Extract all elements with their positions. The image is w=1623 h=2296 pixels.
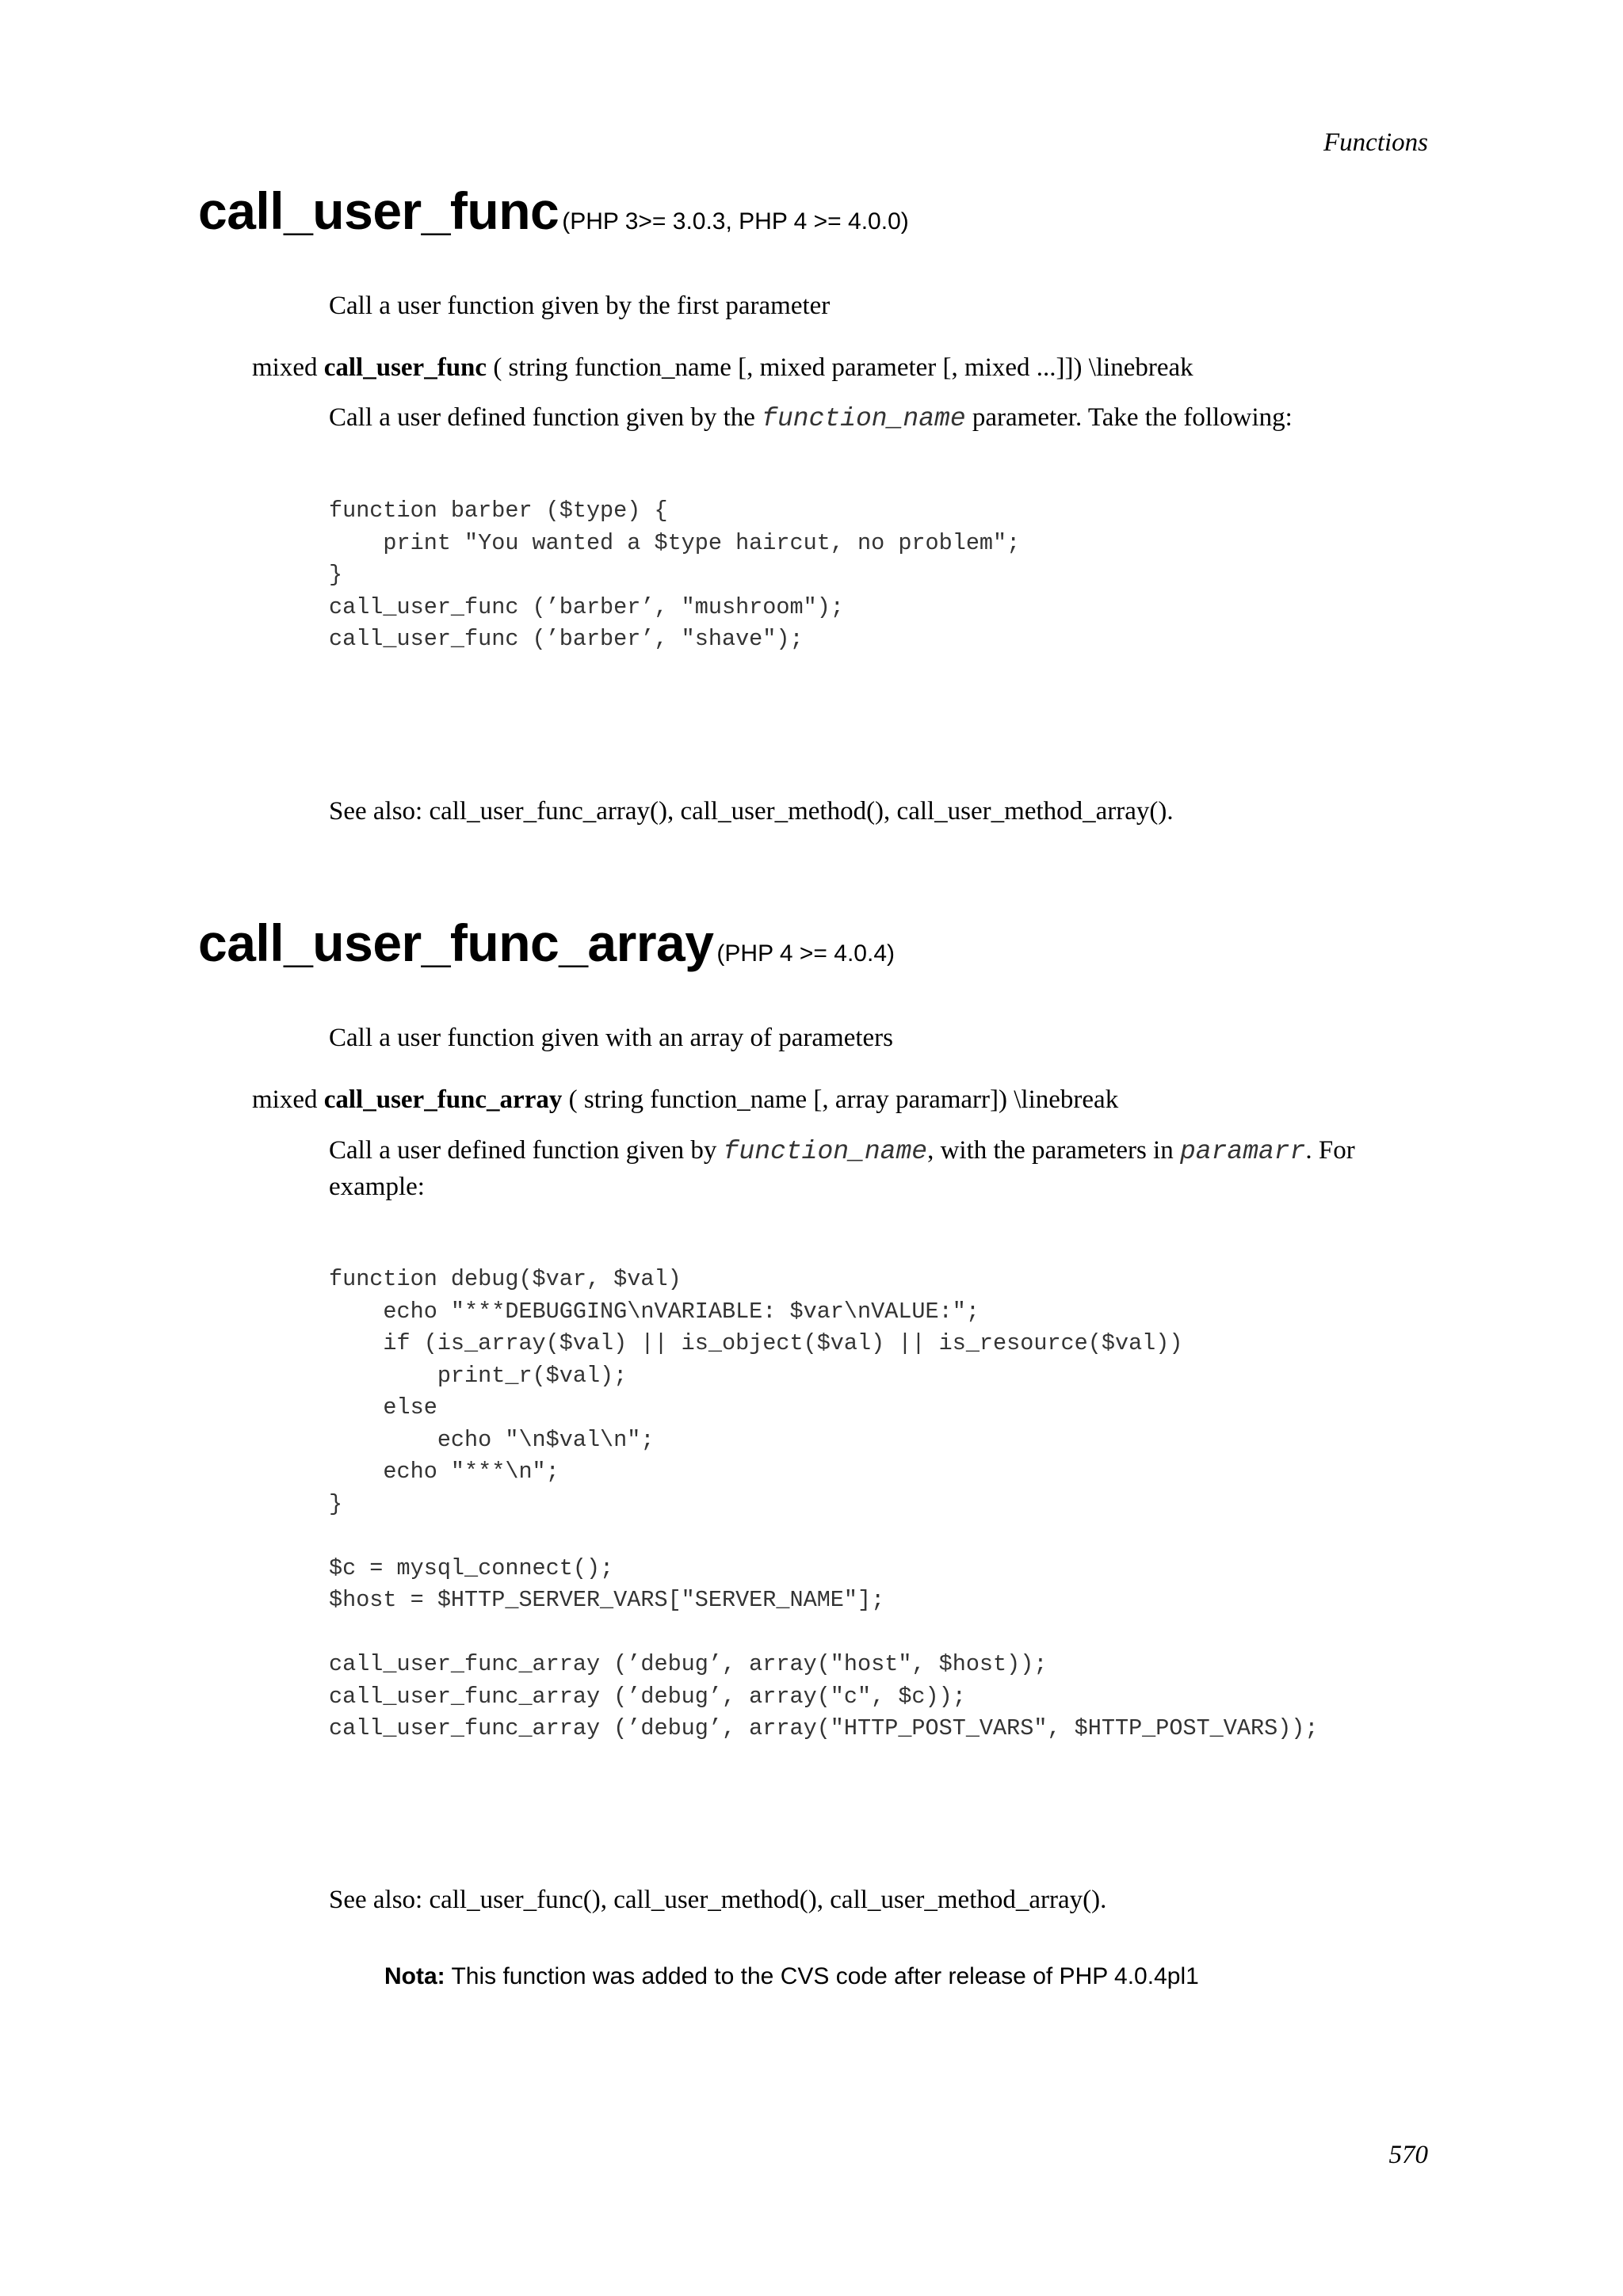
description-text: Call a user defined function given by the [329, 403, 762, 432]
version-info: (PHP 3>= 3.0.3, PHP 4 >= 4.0.0) [562, 208, 909, 235]
synopsis-function-name: call_user_func_array [323, 1085, 563, 1114]
parameter-name: function_name [762, 404, 966, 433]
synopsis-arguments: ( string function_name [, array paramarr]) \linebreak [568, 1085, 1119, 1114]
description-text: , with the parameters in [927, 1136, 1180, 1165]
code-example: function barber ($type) { print "You wanted a $type haircut, no problem"; } call_user_func (’barber’, "mushroom"); call_user_func (’barber’, "shave"); [329, 498, 1021, 652]
code-example: function debug($var, $val) echo "***DEBUGGING\nVARIABLE: $var\nVALUE:"; if (is_array($val) || is_object($val) || is_resource($val)) print_r($val); else echo "\n$val\n"; echo "***\n"; } $c = mysql_connect(); $host = $HTTP_SERVER_VARS["SERVER_NAME"]; call_user_func_array (’debug’, array("host", $host)); call_user_func_array (’debug’, array("c", $c)); call_user_func_array (’debug’, array("HTTP_POST_VARS", $HTTP_POST_VARS)); [329, 1266, 1319, 1741]
description-text: Call a user defined function given by [329, 1136, 724, 1165]
synopsis-function-name: call_user_func [323, 353, 487, 382]
see-also: See also: call_user_func_array(), call_user_method(), call_user_method_array(). [329, 797, 1174, 826]
note-label: Nota: [384, 1963, 445, 1989]
function-description [329, 400, 1438, 437]
synopsis-arguments: ( string function_name [, mixed parameter [, mixed ...]]) \linebreak [493, 353, 1193, 382]
return-type: mixed [252, 1085, 318, 1114]
page-number: 570 [1388, 2141, 1428, 2169]
function-name-heading: call_user_func_array [198, 913, 714, 972]
function-synopsis [252, 353, 1193, 383]
description-text: . For example: [329, 1136, 1355, 1201]
parameter-name: paramarr [1179, 1137, 1306, 1166]
version-info: (PHP 4 >= 4.0.4) [716, 940, 895, 967]
return-type: mixed [252, 353, 318, 382]
note [384, 1963, 1199, 1990]
section-title-call-user-func-array [198, 913, 895, 973]
function-purpose: Call a user function given by the first parameter [329, 292, 831, 320]
function-description [329, 1133, 1438, 1204]
see-also: See also: call_user_func(), call_user_method(), call_user_method_array(). [329, 1886, 1107, 1914]
section-title-call-user-func [198, 181, 909, 241]
running-header: Functions [1323, 128, 1428, 157]
function-name-heading: call_user_func [198, 181, 559, 240]
parameter-name: function_name [723, 1137, 928, 1166]
function-synopsis [252, 1085, 1118, 1115]
description-text: parameter. Take the following: [965, 403, 1293, 432]
function-purpose: Call a user function given with an array of parameters [329, 1024, 893, 1052]
note-text: This function was added to the CVS code after release of PHP 4.0.4pl1 [445, 1963, 1199, 1989]
